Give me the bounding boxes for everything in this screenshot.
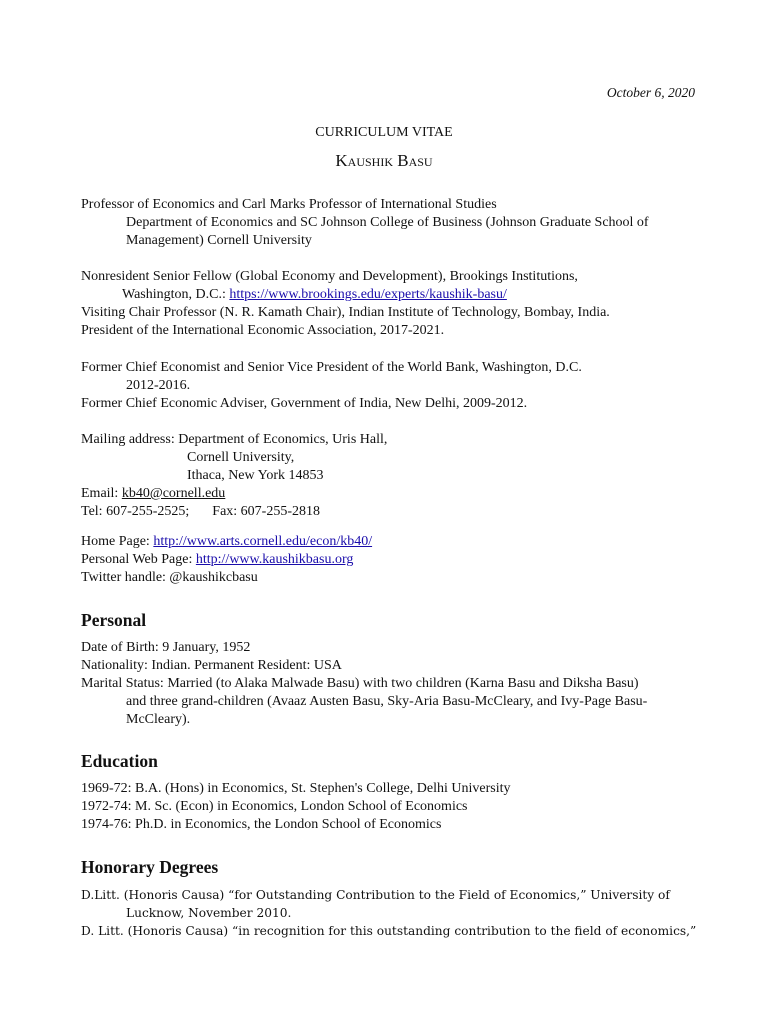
brookings-link[interactable]: https://www.brookings.edu/experts/kaushik-basu/ [229, 287, 507, 302]
position-world-bank: Former Chief Economist and Senior Vice President of the World Bank, Washington, D.C. [81, 360, 582, 375]
education-item: 1972-74: M. Sc. (Econ) in Economics, London School of Economics [81, 799, 468, 814]
fax-text: Fax: 607-255-2818 [212, 504, 320, 519]
personal-page-line [81, 551, 353, 569]
education-item: 1969-72: B.A. (Hons) in Economics, St. Stephen's College, Delhi University [81, 781, 511, 796]
honorary-item-second: D. Litt. (Honoris Causa) “in recognition for this outstanding contribution to the field of economics,” [81, 924, 697, 938]
section-heading-honorary: Honorary Degrees [81, 857, 219, 877]
position-brookings-cont [122, 286, 507, 304]
education-item: 1974-76: Ph.D. in Economics, the London School of Economics [81, 817, 442, 832]
position-professor: Professor of Economics and Carl Marks Professor of International Studies [81, 197, 497, 212]
position-iit: Visiting Chair Professor (N. R. Kamath Chair), Indian Institute of Technology, Bombay, India. [81, 305, 610, 320]
position-iea: President of the International Economic Association, 2017-2021. [81, 323, 445, 338]
email-label: Email: [81, 486, 122, 501]
personal-page-link[interactable]: http://www.kaushikbasu.org [195, 552, 354, 567]
position-india-adviser: Former Chief Economic Adviser, Government of India, New Delhi, 2009-2012. [81, 396, 528, 411]
twitter-handle: Twitter handle: @kaushikcbasu [81, 570, 258, 585]
section-heading-personal: Personal [81, 610, 147, 630]
email-line [81, 485, 225, 503]
email-link[interactable]: kb40@cornell.edu [121, 486, 226, 501]
date-of-birth: Date of Birth: 9 January, 1952 [81, 640, 251, 655]
phone-line [81, 503, 320, 521]
document-date: October 6, 2020 [606, 85, 695, 100]
home-page-link[interactable]: http://www.arts.cornell.edu/econ/kb40/ [153, 534, 373, 549]
document-title: CURRICULUM VITAE [315, 125, 453, 140]
home-page-label: Home Page: [81, 534, 154, 549]
position-brookings: Nonresident Senior Fellow (Global Economy and Development), Brookings Institutions, [81, 269, 578, 284]
marital-status: Marital Status: Married (to Alaka Malwade Basu) with two children (Karna Basu and Diksha Basu) [81, 676, 639, 691]
personal-page-label: Personal Web Page: [81, 552, 196, 567]
position-department: Department of Economics and SC Johnson College of Business (Johnson Graduate School of [126, 215, 649, 230]
marital-status-cont2: McCleary). [126, 712, 191, 727]
tel-text: Tel: 607-255-2525; [81, 504, 190, 519]
position-world-bank-years: 2012-2016. [126, 378, 191, 393]
mailing-address-line3: Ithaca, New York 14853 [187, 468, 324, 483]
honorary-item-lucknow-cont: Lucknow, November 2010. [126, 906, 292, 920]
honorary-item-lucknow: D.Litt. (Honoris Causa) “for Outstanding Contribution to the Field of Economics,” University of [81, 888, 670, 902]
nationality: Nationality: Indian. Permanent Resident: USA [81, 658, 342, 673]
position-department-cont: Management) Cornell University [126, 233, 312, 248]
section-heading-education: Education [81, 751, 158, 771]
home-page-line [81, 533, 372, 551]
marital-status-cont: and three grand-children (Avaaz Austen Basu, Sky-Aria Basu-McCleary, and Ivy-Page Basu- [126, 694, 648, 709]
mailing-address: Mailing address: Department of Economics, Uris Hall, [81, 432, 388, 447]
brookings-location: Washington, D.C.: [122, 287, 230, 302]
mailing-address-line2: Cornell University, [187, 450, 295, 465]
author-name: Kaushik Basu [335, 151, 433, 170]
